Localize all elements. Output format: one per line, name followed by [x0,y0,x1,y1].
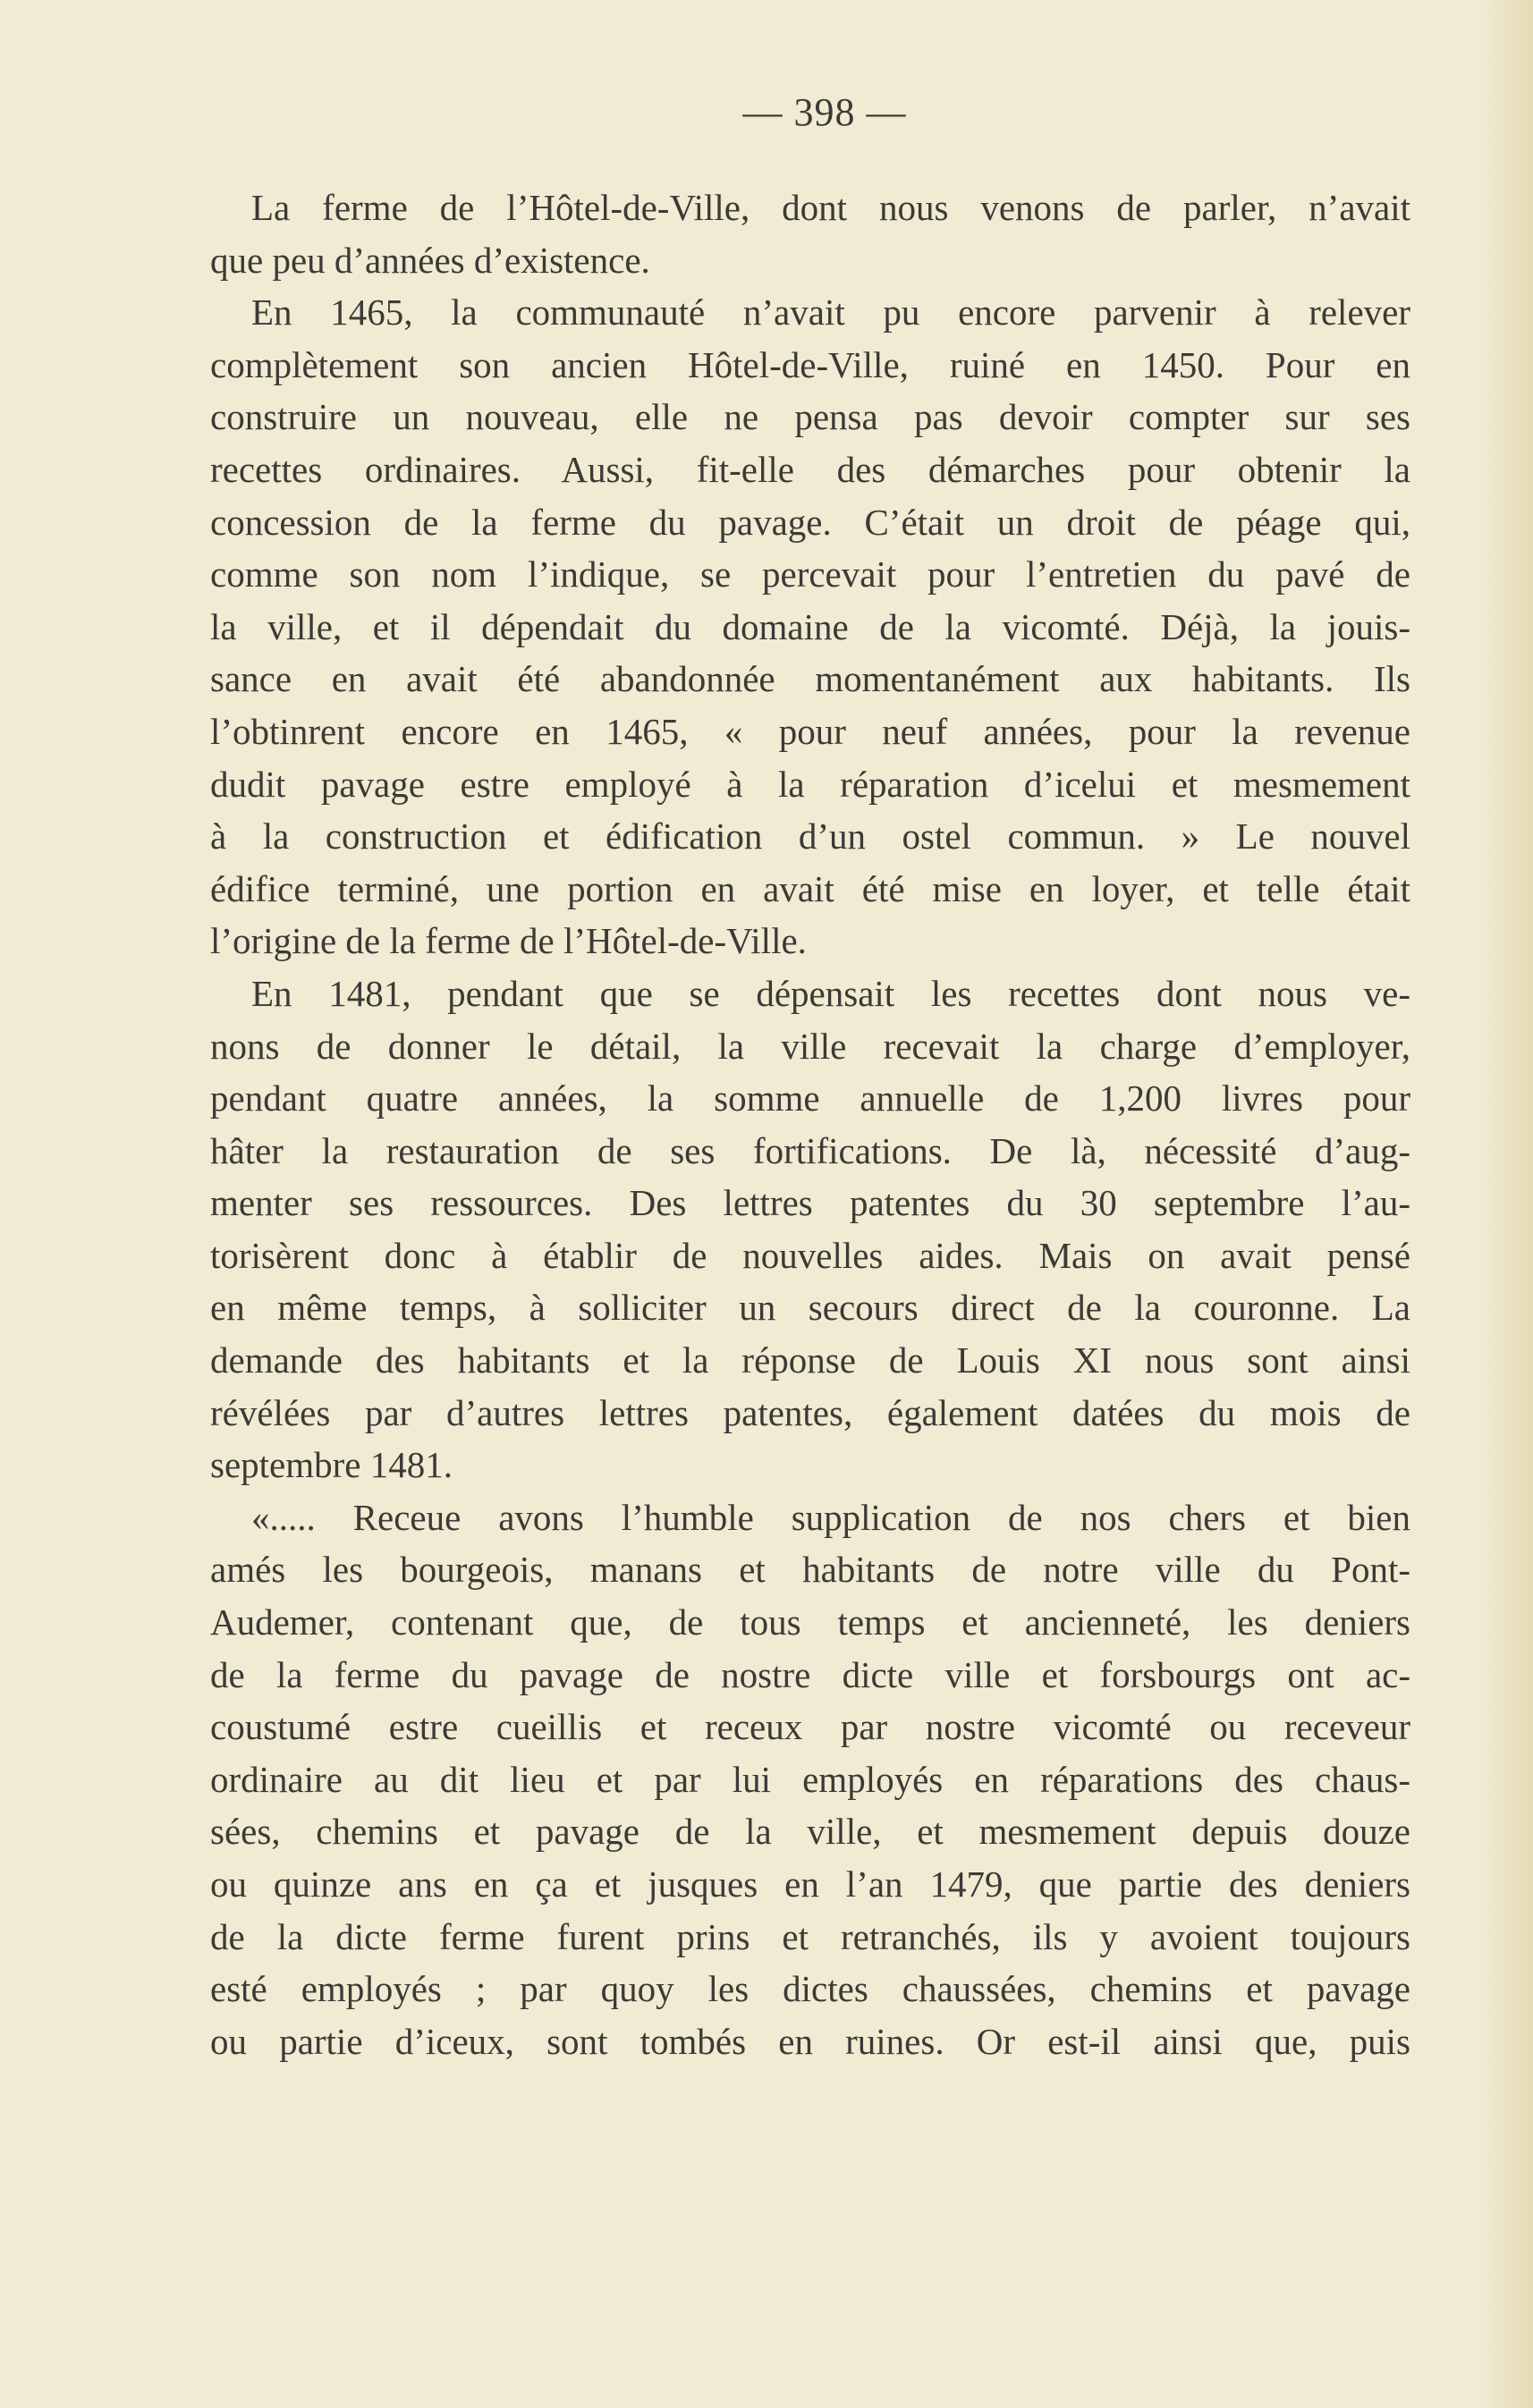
text-line: dudit pavage estre employé à la réparation d’icelui et mesmement [210,763,1410,805]
text-line: amés les bourgeois, manans et habitants de notre ville du Pont- [210,1549,1410,1591]
text-line: esté employés ; par quoy les dictes chaussées, chemins et pavage [210,1968,1410,2010]
text-line: menter ses ressources. Des lettres patentes du 30 septembre l’au- [210,1182,1410,1224]
text-line: pendant quatre années, la somme annuelle de 1,200 livres pour [210,1077,1410,1120]
text-line: en même temps, à solliciter un secours direct de la couronne. La [210,1287,1410,1329]
text-line: En 1481, pendant que se dépensait les recettes dont nous ve- [251,972,1410,1014]
text-line: révélées par d’autres lettres patentes, également datées du mois de [210,1391,1410,1433]
text-line: l’origine de la ferme de l’Hôtel-de-Ville. [210,920,807,962]
body-text [210,182,1410,2067]
text-line: complètement son ancien Hôtel-de-Ville, ruiné en 1450. Pour en [210,343,1410,385]
text-line: ordinaire au dit lieu et par lui employés en réparations des chaus- [210,1758,1410,1800]
text-line: coustumé estre cueillis et receux par nostre vicomté ou receveur [210,1706,1410,1748]
text-line: hâter la restauration de ses fortifications. De là, nécessité d’aug- [210,1129,1410,1171]
text-line: comme son nom l’indique, se percevait pour l’entretien du pavé de [210,553,1410,596]
text-line: de la dicte ferme furent prins et retranchés, ils y avoient toujours [210,1915,1410,1957]
text-line: torisèrent donc à établir de nouvelles aides. Mais on avait pensé [210,1234,1410,1276]
text-line: ou partie d’iceux, sont tombés en ruines. Or est-il ainsi que, puis [210,2020,1410,2062]
text-line: septembre 1481. [210,1444,453,1486]
text-line: que peu d’années d’existence. [210,239,650,281]
text-line: «..... Receue avons l’humble supplication de nos chers et bien [251,1496,1410,1538]
page-edge-shadow [1479,0,1533,2408]
text-line: de la ferme du pavage de nostre dicte ville et forsbourgs ont ac- [210,1653,1410,1695]
text-line: recettes ordinaires. Aussi, fit-elle des démarches pour obtenir la [210,448,1410,490]
text-line: nons de donner le détail, la ville recevait la charge d’employer, [210,1025,1410,1067]
text-line: En 1465, la communauté n’avait pu encore parvenir à relever [251,291,1410,334]
text-line: sance en avait été abandonnée momentanément aux habitants. Ils [210,658,1410,700]
text-line: sées, chemins et pavage de la ville, et mesmement depuis douze [210,1811,1410,1853]
text-line: l’obtinrent encore en 1465, « pour neuf années, pour la revenue [210,710,1410,752]
text-line: construire un nouveau, elle ne pensa pas devoir compter sur ses [210,396,1410,438]
text-line: édifice terminé, une portion en avait été mise en loyer, et telle était [210,867,1410,909]
page-number: — 398 — [742,90,907,134]
text-line: Audemer, contenant que, de tous temps et ancienneté, les deniers [210,1601,1410,1643]
text-line: à la construction et édification d’un ostel commun. » Le nouvel [210,815,1410,858]
text-line: demande des habitants et la réponse de Louis XI nous sont ainsi [210,1339,1410,1381]
text-line: concession de la ferme du pavage. C’était un droit de péage qui, [210,501,1410,543]
text-line: la ville, et il dépendait du domaine de la vicomté. Déjà, la jouis- [210,605,1410,647]
text-line: ou quinze ans en ça et jusques en l’an 1479, que partie des deniers [210,1863,1410,1905]
text-line: La ferme de l’Hôtel-de-Ville, dont nous venons de parler, n’avait [251,187,1410,228]
